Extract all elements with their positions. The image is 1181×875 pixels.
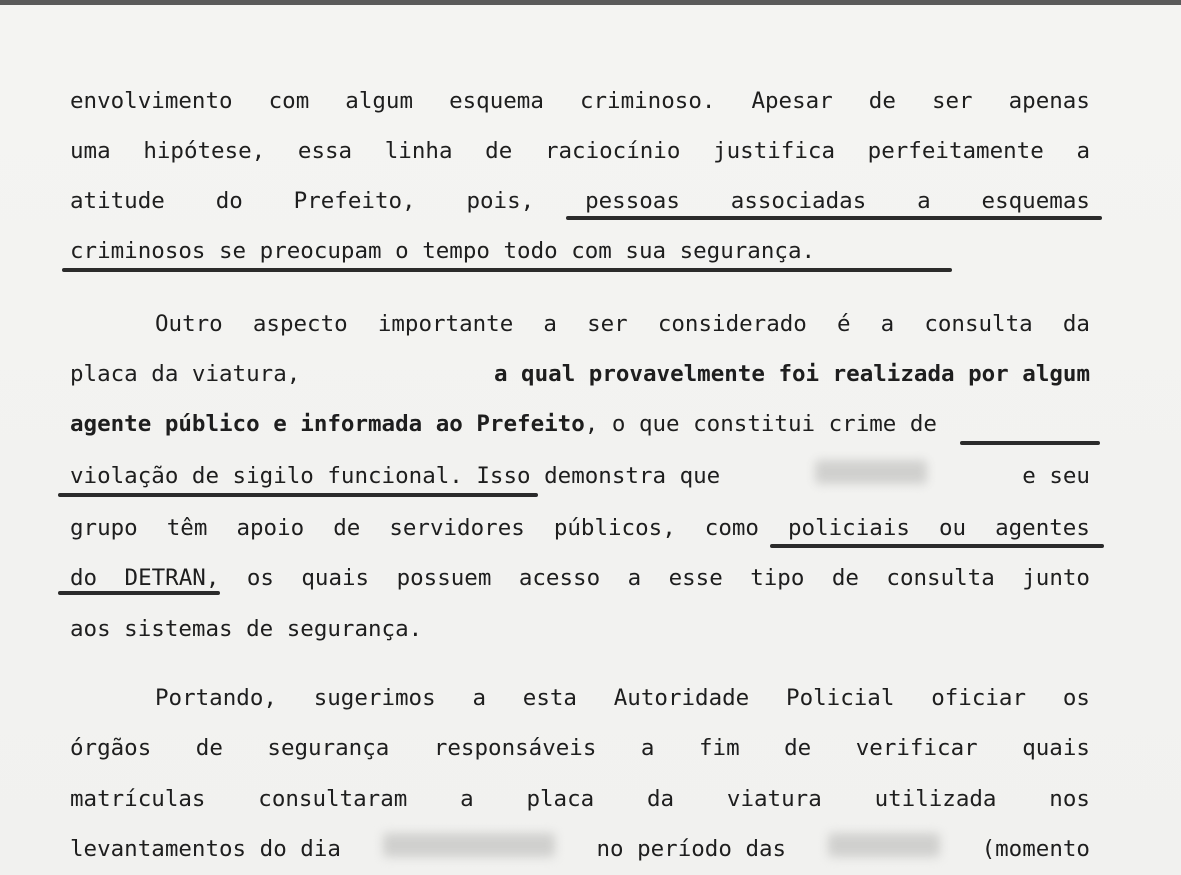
word: raciocínio [544, 138, 681, 164]
word: uma [70, 138, 111, 164]
word: os [1062, 685, 1090, 711]
word: os [246, 565, 274, 591]
word: esse [668, 565, 723, 591]
text-line [70, 460, 1090, 492]
word: grupo [70, 515, 138, 541]
word: responsáveis [433, 735, 597, 761]
word: criminoso. [579, 88, 716, 114]
word: importante [377, 311, 514, 337]
text-line [155, 682, 1090, 714]
text-line [70, 562, 1090, 594]
word: possuem [396, 565, 492, 591]
word: pois, [466, 188, 535, 214]
word: fim [698, 735, 740, 761]
word: aspecto [252, 311, 348, 337]
word: de [485, 138, 513, 164]
word: associadas [730, 188, 867, 214]
text-span: , o que constitui crime de [584, 411, 937, 437]
text-line: aos sistemas de segurança. [70, 616, 423, 642]
text-line [155, 308, 1090, 340]
word: consulta [886, 565, 995, 591]
text-line [70, 408, 1090, 440]
word: a [627, 565, 642, 591]
text-line [70, 732, 1090, 764]
word: verificar [855, 735, 978, 761]
text-line: criminosos se preocupam o tempo todo com sua segurança. [70, 238, 816, 264]
word: algum [345, 88, 414, 114]
word: quais [301, 565, 370, 591]
word: ser [587, 311, 628, 337]
word: a [1076, 138, 1090, 164]
text-line [70, 512, 1090, 544]
word: a [640, 735, 655, 761]
word: placa [526, 786, 595, 812]
word: DETRAN, [124, 565, 220, 591]
word: sugerimos [313, 685, 436, 711]
word: linha [384, 138, 453, 164]
text-line [70, 358, 1090, 390]
word: hipótese, [143, 138, 266, 164]
word: policiais [788, 515, 910, 541]
text-line [70, 783, 1090, 815]
word: a [460, 786, 474, 812]
word: a [917, 188, 931, 214]
word: Portando, [155, 685, 277, 711]
text-span: no período das [596, 836, 787, 862]
word: utilizada [874, 786, 997, 812]
word: nos [1049, 786, 1090, 812]
word: têm [166, 515, 208, 541]
word: considerado [657, 311, 807, 337]
text-line [70, 833, 1090, 865]
underline-mark [58, 493, 538, 497]
underline-mark [960, 441, 1100, 445]
word: de [831, 565, 859, 591]
word: Apesar [751, 88, 833, 114]
word: é [836, 311, 851, 337]
text-span: e seu [1022, 463, 1090, 489]
word: órgãos [70, 735, 152, 761]
text-span: violação de sigilo funcional. Isso demonstra que [70, 463, 721, 489]
underline-mark [770, 544, 1104, 548]
word: segurança [267, 735, 390, 761]
word: justifica [713, 138, 835, 164]
word: de [195, 735, 223, 761]
word: da [1062, 311, 1090, 337]
word: esquemas [981, 188, 1090, 214]
word: apenas [1008, 88, 1090, 114]
word: matrículas [70, 786, 206, 812]
word: a [880, 311, 895, 337]
bold-span: a qual provavelmente foi realizada por algum [493, 361, 1090, 387]
word: essa [297, 138, 353, 164]
redacted-date [383, 833, 555, 857]
word: esquema [449, 88, 544, 114]
word: oficiar [931, 685, 1027, 711]
word: com [268, 88, 310, 114]
word: do [70, 565, 98, 591]
word: ou [938, 515, 967, 541]
underline-mark [62, 268, 952, 272]
word: públicos, [553, 515, 676, 541]
text-span: placa da viatura, [70, 361, 301, 387]
word: de [868, 88, 896, 114]
redacted-time [828, 833, 940, 857]
word: de [784, 735, 812, 761]
word: a [472, 685, 486, 711]
word: Prefeito, [293, 188, 416, 214]
word: pessoas [585, 188, 680, 214]
word: ser [931, 88, 973, 114]
document-page [0, 5, 1181, 875]
word: da [647, 786, 675, 812]
word: como [704, 515, 759, 541]
word: Policial [786, 685, 895, 711]
word: perfeitamente [867, 138, 1044, 164]
word: de [333, 515, 361, 541]
underline-mark [58, 591, 220, 595]
word: servidores [389, 515, 525, 541]
word: esta [522, 685, 577, 711]
word: consultaram [258, 786, 408, 812]
word: apoio [236, 515, 305, 541]
word: junto [1022, 565, 1090, 591]
text-line [70, 135, 1090, 167]
word: quais [1022, 735, 1090, 761]
bold-span: agente público e informada ao Prefeito [70, 411, 585, 437]
word: tipo [750, 565, 805, 591]
word: Outro [155, 311, 223, 337]
redacted-name [815, 460, 927, 484]
word: viatura [726, 786, 822, 812]
text-span: levantamentos do dia [70, 836, 341, 862]
word: a [543, 311, 557, 337]
word: envolvimento [70, 88, 233, 114]
text-span: (momento [981, 836, 1090, 862]
word: do [215, 188, 243, 214]
word: atitude [70, 188, 165, 214]
word: agentes [995, 515, 1090, 541]
text-line [70, 85, 1090, 117]
word: acesso [518, 565, 601, 591]
word: consulta [924, 311, 1033, 337]
underline-mark [566, 216, 1102, 220]
text-line [70, 185, 1090, 217]
word: Autoridade [613, 685, 750, 711]
